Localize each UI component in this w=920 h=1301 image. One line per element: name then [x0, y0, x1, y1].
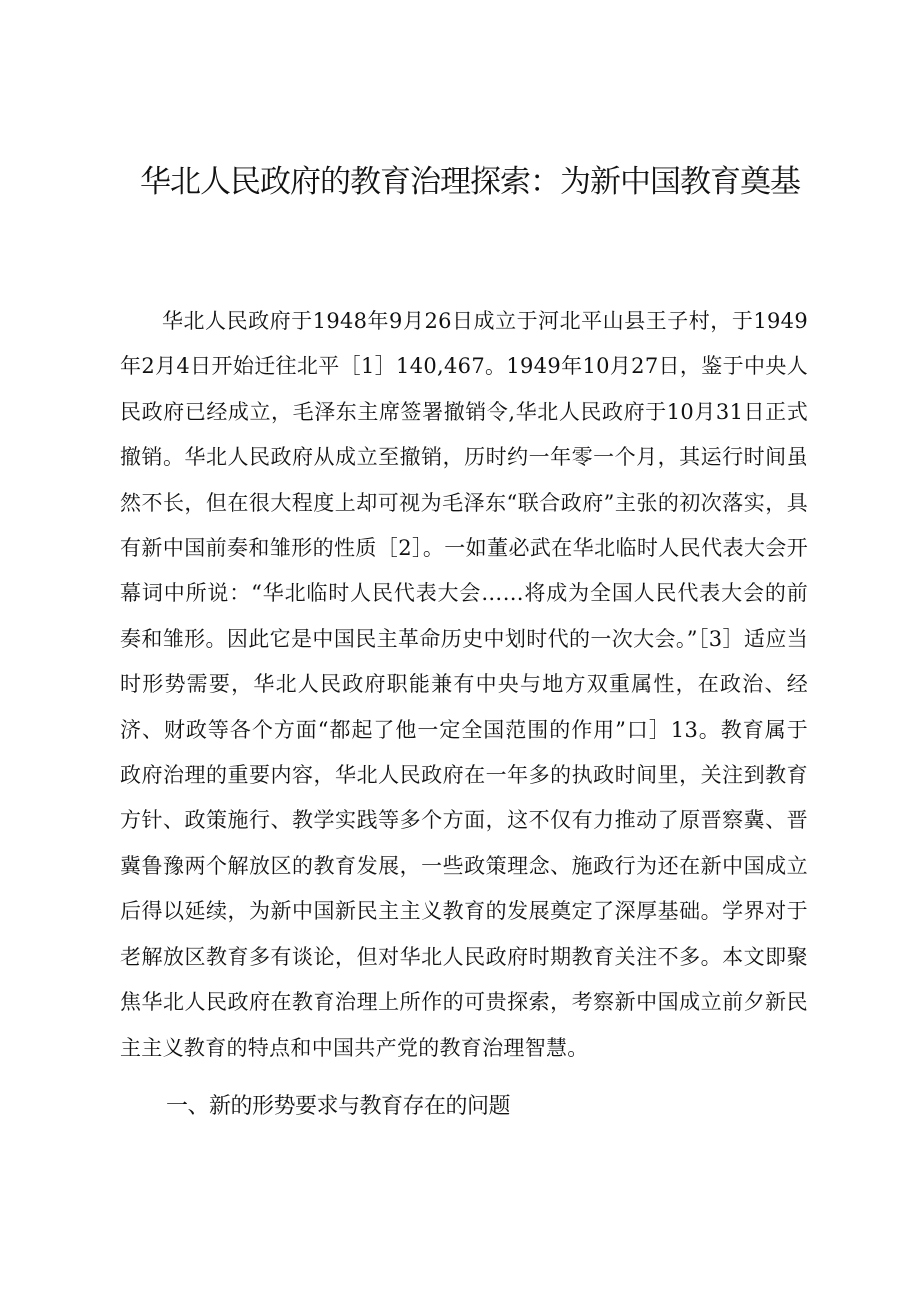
section-heading: 一、新的形势要求与教育存在的问题: [166, 1094, 511, 1119]
body-paragraph: 华北人民政府于1948年9月26日成立于河北平山县王子村，于1949年2月4日开始迁往北平［1］140,467。1949年10月27日，鉴于中央人民政府已经成立，毛泽东主席签署撤销令,华北人民政府于10月31日正式撤销。华北人民政府从成立至撤销，历时约一年零一个月，其运行时间虽然不长，但在很大程度上却可视为毛泽东“联合政府”主张的初次落实，具有新中国前奏和雏形的性质［2］。一如董必武在华北临时人民代表大会开幕词中所说：“华北临时人民代表大会……将成为全国人民代表大会的前奏和雏形。因此它是中国民主革命历史中划时代的一次大会。”［3］适应当时形势需要，华北人民政府职能兼有中央与地方双重属性，在政治、经济、财政等各个方面“都起了他一定全国范围的作用”口］13。教育属于政府治理的重要内容，华北人民政府在一年多的执政时间里，关注到教育方针、政策施行、教学实践等多个方面，这不仅有力推动了原晋察冀、晋冀鲁豫两个解放区的教育发展，一些政策理念、施政行为还在新中国成立后得以延续，为新中国新民主主义教育的发展奠定了深厚基础。学界对于老解放区教育多有谈论，但对华北人民政府时期教育关注不多。本文即聚焦华北人民政府在教育治理上所作的可贵探索，考察新中国成立前夕新民主主义教育的特点和中国共产党的教育治理智慧。: [120, 309, 808, 1060]
document-title: 华北人民政府的教育治理探索：为新中国教育奠基: [140, 164, 800, 200]
